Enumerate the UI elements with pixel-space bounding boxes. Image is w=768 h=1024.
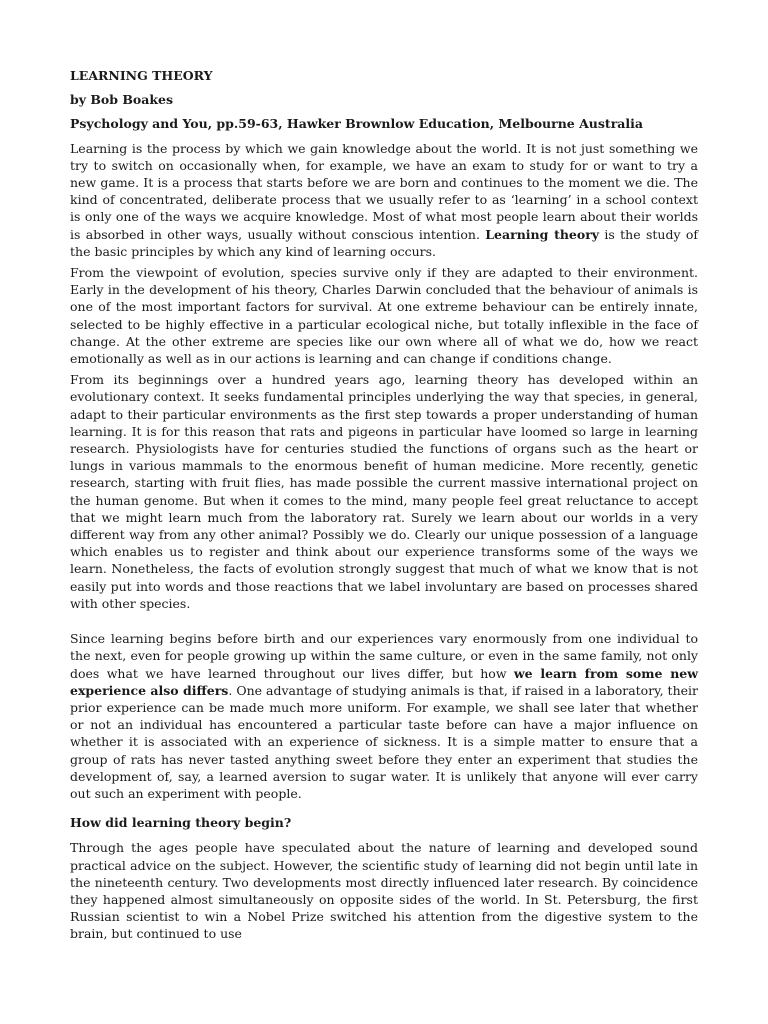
paragraph-4	[70, 630, 698, 802]
document-title: LEARNING THEORY	[70, 68, 213, 83]
paragraph-1-text-b: is the study of the basic principles by which any kind of learning occurs.	[70, 226, 698, 259]
section-heading: How did learning theory begin?	[70, 815, 292, 831]
paragraph-4-bold: we learn from some new experience also differs	[70, 665, 698, 698]
paragraph-4-text-a: Since learning begins before birth and our experiences vary enormously from one individual to the next, even for people growing up within the same culture, or even in the same family, not only does what we have learned throughout our lives differ, but how	[70, 631, 698, 681]
paragraph-3: From its beginnings over a hundred years ago, learning theory has developed within an evolutionary context. It seeks fundamental principles underlying the way that species, in general, adapt to their particular environments as the first step towards a proper understanding of human learning. It is for this reason that rats and pigeons in particular have loomed so large in learning research. Physiologists have for centuries studied the functions of organs such as the heart or lungs in various mammals to the enormous benefit of human medicine. More recently, genetic research, starting with fruit flies, has made possible the current massive international project on the human genome. But when it comes to the mind, many people feel great reluctance to accept that we might learn much from the laboratory rat. Surely we learn about our worlds in a very different way from any other animal? Possibly we do. Clearly our unique possession of a language which enables us to register and think about our experience transforms some of the ways we learn. Nonetheless, the facts of evolution strongly suggest that much of what we know that is not easily put into words and those reactions that we label involuntary are based on processes shared with other species.	[70, 372, 698, 611]
paragraph-4-text-b: . One advantage of studying animals is that, if raised in a laboratory, their prior experience can be made much more uniform. For example, we shall see later that whether or not an individual has encountered a particular taste before can have a major influence on whether it is associated with an experience of sickness. It is a simple matter to ensure that a group of rats has never tasted anything sweet before they enter an experiment that studies the development of, say, a learned aversion to sugar water. It is unlikely that anyone will ever carry out such an experiment with people.	[70, 682, 698, 801]
paragraph-1-text-a: Learning is the process by which we gain knowledge about the world. It is not just something we try to switch on occasionally when, for example, we have an exam to study for or want to try a new game. It is a process that starts before we are born and continues to the moment we die. The kind of concentrated, deliberate process that we usually refer to as ‘learning’ in a school context is only one of the ways we acquire knowledge. Most of what most people learn about their worlds is absorbed in other ways, usually without conscious intention.	[70, 140, 698, 242]
document-source: Psychology and You, pp.59-63, Hawker Brownlow Education, Melbourne Australia	[70, 116, 643, 132]
paragraph-2: From the viewpoint of evolution, species survive only if they are adapted to their environment. Early in the development of his theory, Charles Darwin concluded that the behaviour of animals is one of the most important factors for survival. At one extreme behaviour can be entirely innate, selected to be highly effective in a particular ecological niche, but totally inflexible in the face of change. At the other extreme are species like our own where all of what we do, how we react emotionally as well as in our actions is learning and can change if conditions change.	[70, 265, 698, 367]
paragraph-1-bold: Learning theory	[485, 226, 600, 242]
paragraph-1	[70, 140, 698, 260]
document-page	[70, 67, 698, 947]
paragraph-gap	[70, 616, 698, 630]
paragraph-5: Through the ages people have speculated about the nature of learning and developed sound practical advice on the subject. However, the scientific study of learning did not begin until late in the nineteenth century. Two developments most directly influenced later research. By coincidence they happened almost simultaneously on opposite sides of the world. In St. Petersburg, the first Russian scientist to win a Nobel Prize switched his attention from the digestive system to the brain, but continued to use	[70, 840, 698, 942]
document-author: by Bob Boakes	[70, 92, 174, 108]
